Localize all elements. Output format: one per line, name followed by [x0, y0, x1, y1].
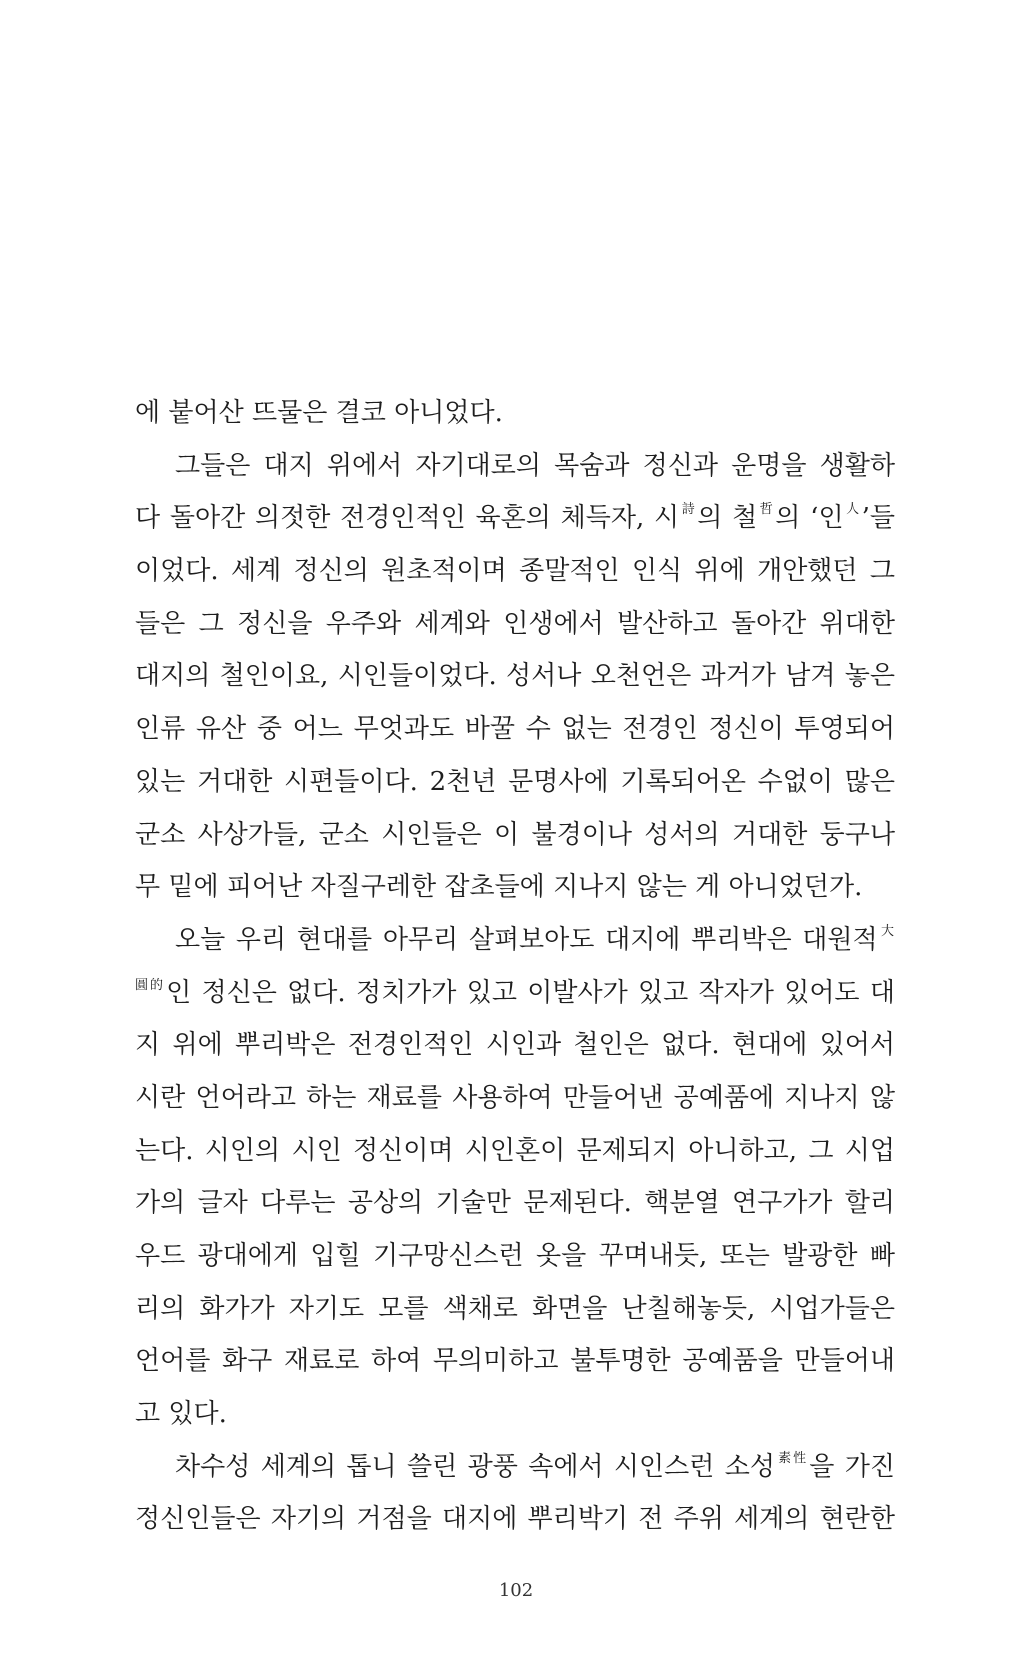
text-line: 대지의 철인이요, 시인들이었다. 성서나 오천언은 과거가 남겨 놓은 — [135, 661, 895, 692]
hanja-annotation: 詩 — [680, 502, 697, 518]
text-line: 인류 유산 중 어느 무엇과도 바꿀 수 없는 전경인 정신이 투영되어 — [135, 714, 895, 745]
page-number: 102 — [498, 1580, 534, 1601]
hanja-annotation: 素性 — [775, 1450, 809, 1466]
paragraph-start-line: 그들은 대지 위에서 자기대로의 목숨과 정신과 운명을 생활하 — [175, 450, 895, 481]
text-segment: 을 가진 — [809, 1451, 895, 1482]
text-segment: ’들 — [861, 503, 895, 534]
text-line: 무 밑에 피어난 자질구레한 잡초들에 지나지 않는 게 아니었던가. — [135, 872, 863, 903]
text-line: 시란 언어라고 하는 재료를 사용하여 만들어낸 공예품에 지나지 않 — [135, 1082, 895, 1113]
text-line: 고 있다. — [135, 1399, 227, 1430]
text-segment: 의 ‘인 — [775, 503, 844, 534]
text-line: 지 위에 뿌리박은 전경인적인 시인과 철인은 없다. 현대에 있어서 — [135, 1030, 895, 1061]
text-line: 가의 글자 다루는 공상의 기술만 문제된다. 핵분열 연구가가 할리 — [135, 1188, 895, 1219]
text-line: 들은 그 정신을 우주와 세계와 인생에서 발산하고 돌아간 위대한 — [135, 608, 895, 639]
paragraph-start-line — [135, 1441, 895, 1494]
text-line: 이었다. 세계 정신의 원초적이며 종말적인 인식 위에 개안했던 그 — [135, 556, 895, 587]
text-segment: 다 돌아간 의젓한 전경인적인 육혼의 체득자, 시 — [135, 503, 680, 534]
paragraph-start-line — [135, 914, 895, 967]
text-line — [135, 492, 895, 545]
hanja-annotation: 圓的 — [135, 977, 166, 993]
text-line: 있는 거대한 시편들이다. 2천년 문명사에 기록되어온 수없이 많은 — [135, 766, 895, 797]
text-line: 우드 광대에게 입힐 기구망신스런 옷을 꾸며내듯, 또는 발광한 빠 — [135, 1241, 895, 1271]
text-line: 리의 화가가 자기도 모를 색채로 화면을 난칠해놓듯, 시업가들은 — [135, 1293, 895, 1324]
body-text — [135, 387, 895, 1546]
hanja-annotation: 人 — [844, 502, 861, 518]
text-line: 정신인들은 자기의 거점을 대지에 뿌리박기 전 주위 세계의 현란한 — [135, 1504, 895, 1535]
text-line: 언어를 화구 재료로 하여 무의미하고 불투명한 공예품을 만들어내 — [135, 1346, 895, 1377]
text-line — [135, 967, 895, 1020]
text-line: 군소 사상가들, 군소 시인들은 이 불경이나 성서의 거대한 둥구나 — [135, 819, 895, 850]
hanja-annotation: 大 — [878, 923, 894, 939]
hanja-annotation: 哲 — [758, 502, 775, 518]
text-line: 에 붙어산 뜨물은 결코 아니었다. — [135, 398, 503, 428]
text-segment: 의 철 — [697, 503, 758, 534]
text-segment: 오늘 우리 현대를 아무리 살펴보아도 대지에 뿌리박은 대원적 — [175, 924, 878, 955]
text-segment: 인 정신은 없다. 정치가가 있고 이발사가 있고 작자가 있어도 대 — [166, 977, 895, 1008]
text-line: 는다. 시인의 시인 정신이며 시인혼이 문제되지 아니하고, 그 시업 — [135, 1135, 895, 1166]
text-segment: 차수성 세계의 톱니 쓸린 광풍 속에서 시인스런 소성 — [175, 1451, 775, 1482]
